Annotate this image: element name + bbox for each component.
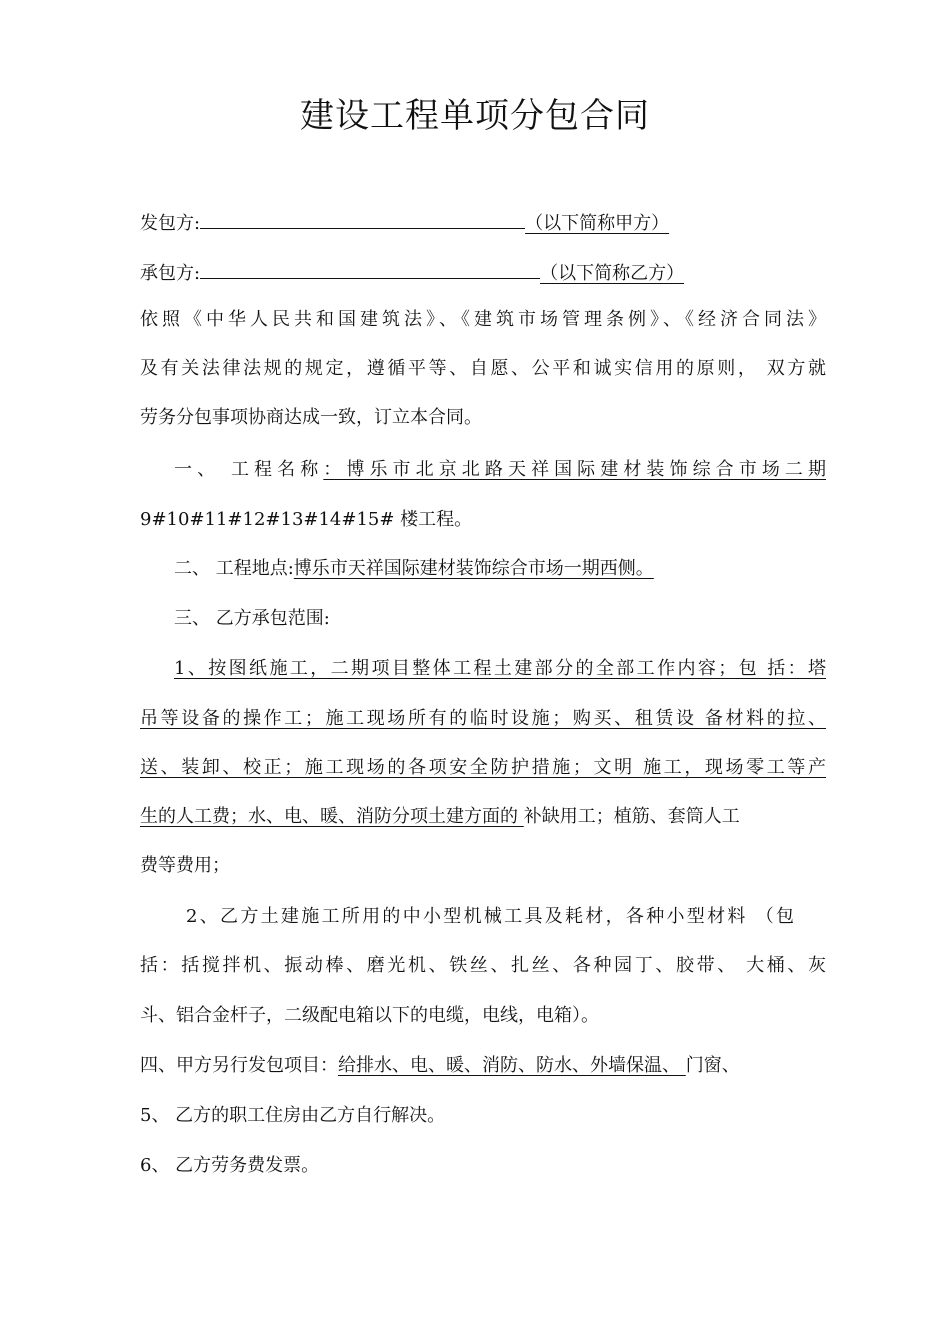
- party-b-suffix: （以下简称乙方）: [540, 263, 685, 284]
- scope-item-2-line-2: 括：括搅拌机、振动棒、磨光机、铁丝、扎丝、各种园丁、胶带、 大桶、灰: [140, 955, 826, 976]
- party-b-line: [140, 256, 826, 288]
- intro-line-1: 依照《中华人民共和国建筑法》、《建筑市场管理条例》、《经济合同法》: [140, 309, 826, 330]
- section-1-value: ：博乐市北京北路天祥国际建材装饰综合市场二期: [323, 459, 826, 480]
- party-b-label: 承包方: [140, 263, 194, 284]
- scope-item-1-line-4-plain: 补缺用工；植筋、套筒人工: [523, 806, 740, 827]
- section-1-line-1: [174, 456, 826, 484]
- section-4-line: [140, 1052, 826, 1080]
- section-4-value: 给排水、电、暖、消防、防水、外墙保温、: [338, 1055, 686, 1076]
- section-3-heading: 三、 乙方承包范围:: [174, 608, 330, 629]
- section-4-tail: 门窗、: [685, 1055, 740, 1076]
- section-2-line: [174, 555, 860, 583]
- scope-item-2-line-1: 2、乙方土建施工所用的中小型机械工具及耗材，各种小型材料 （包: [186, 906, 794, 927]
- section-1-line-2: 9#10#11#12#13#14#15# 楼工程。: [140, 509, 473, 530]
- party-a-suffix: （以下简称甲方）: [525, 213, 670, 234]
- intro-line-2: 及有关法律法规的规定，遵循平等、自愿、公平和诚实信用的原则， 双方就: [140, 358, 826, 379]
- scope-item-1-line-4-underlined: 生的人工费；水、电、暖、消防分项土建方面的: [140, 806, 524, 827]
- party-a-line: [140, 206, 826, 238]
- scope-item-1-line-1: 1、按图纸施工，二期项目整体工程土建部分的全部工作内容；包 括：塔: [174, 658, 826, 679]
- intro-line-3: 劳务分包事项协商达成一致，订立本合同。: [140, 407, 482, 428]
- party-b-blank: [200, 256, 540, 279]
- section-4-label: 四、甲方另行发包项目：: [140, 1055, 338, 1076]
- party-a-blank: [200, 206, 525, 229]
- party-b-colon: :: [194, 263, 201, 284]
- scope-item-1-line-3: 送、装卸、校正；施工现场的各项安全防护措施；文明 施工，现场零工等产: [140, 757, 826, 778]
- scope-item-1-line-5: 费等费用；: [140, 855, 230, 876]
- section-6-line: 6、 乙方劳务费发票。: [140, 1155, 320, 1176]
- party-a-colon: :: [194, 213, 201, 234]
- party-a-label: 发包方: [140, 213, 194, 234]
- section-2-label: 二、 工程地点:: [174, 558, 294, 579]
- section-2-value: 博乐市天祥国际建材装饰综合市场一期西侧。: [293, 558, 654, 579]
- scope-item-1-line-4: [140, 803, 826, 831]
- section-1-label: 一、 工程名称: [174, 459, 324, 480]
- document-title: 建设工程单项分包合同: [300, 96, 650, 136]
- scope-item-2-line-3: 斗、铝合金杆子，二级配电箱以下的电缆，电线，电箱）。: [140, 1005, 599, 1026]
- section-5-line: 5、 乙方的职工住房由乙方自行解决。: [140, 1105, 446, 1126]
- scope-item-1-line-2: 吊等设备的操作工；施工现场所有的临时设施；购买、租赁设 备材料的拉、: [140, 708, 826, 729]
